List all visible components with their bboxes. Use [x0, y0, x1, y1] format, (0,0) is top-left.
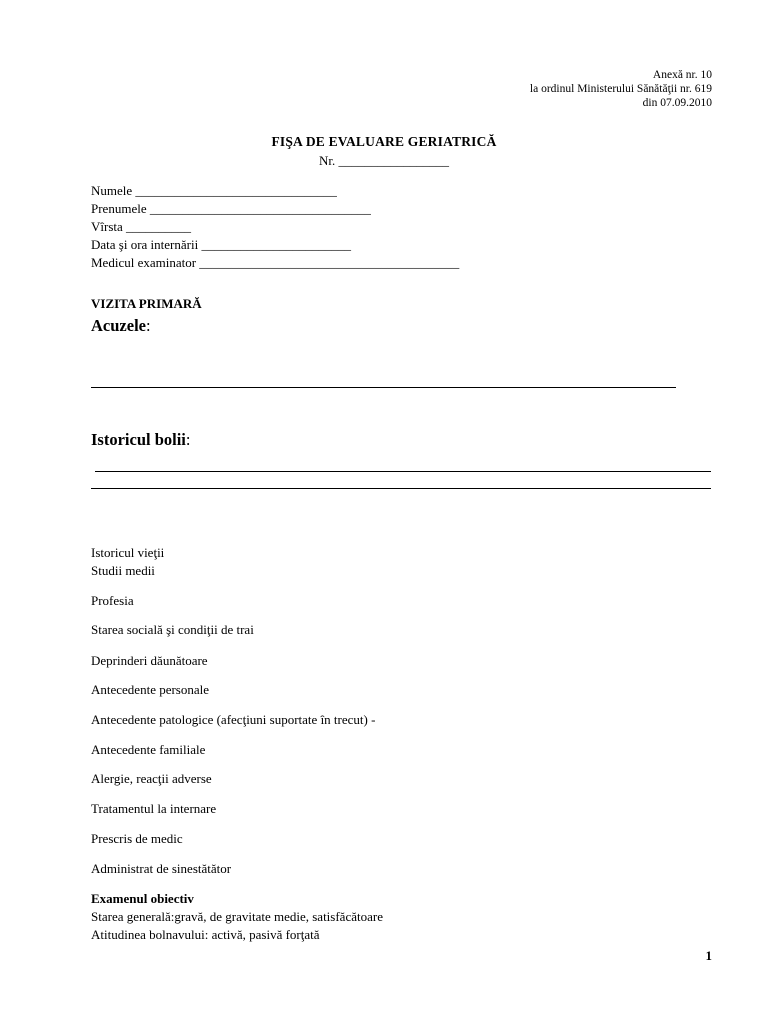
exam-atitudinea: Atitudinea bolnavului: activă, pasivă forţată	[91, 927, 320, 942]
item-starea-sociala: Starea socială şi condiţii de trai	[91, 622, 254, 637]
item-alergie: Alergie, reacţii adverse	[91, 771, 212, 786]
item-profesia: Profesia	[91, 593, 134, 608]
patient-fields	[91, 182, 459, 272]
acuzele-answer-line	[91, 387, 676, 388]
item-administrat: Administrat de sinestătător	[91, 861, 232, 876]
annex-header	[530, 68, 712, 110]
item-deprinderi-daunatoare: Deprinderi dăunătoare	[91, 653, 208, 668]
primary-visit-heading: VIZITA PRIMARĂ	[91, 296, 202, 311]
acuzele-heading	[91, 316, 151, 336]
item-istoricul-vietii: Istoricul vieţii	[91, 545, 165, 560]
annex-date: din 07.09.2010	[642, 97, 712, 109]
field-data-internarii: Data şi ora internării _______________________	[91, 237, 351, 252]
item-tratamentul-la-internare: Tratamentul la internare	[91, 801, 217, 816]
acuzele-colon: :	[145, 316, 151, 335]
annex-number: Anexă nr. 10	[652, 69, 712, 81]
annex-order: la ordinul Ministerului Sănătăţii nr. 619	[529, 83, 712, 95]
field-prenumele: Prenumele __________________________________	[91, 201, 371, 216]
acuzele-label: Acuzele	[91, 316, 146, 335]
field-numele: Numele _______________________________	[91, 183, 337, 198]
document-number: Nr. _________________	[319, 153, 449, 168]
item-antecedente-familiale: Antecedente familiale	[91, 742, 206, 757]
field-medic-examinator: Medicul examinator ________________________________________	[91, 255, 460, 270]
page-number: 1	[705, 948, 712, 963]
istoricul-bolii-colon: :	[185, 430, 191, 449]
item-prescris-de-medic: Prescris de medic	[91, 831, 183, 846]
exam-heading: Examenul obiectiv	[91, 891, 194, 906]
istoricul-bolii-line-2	[91, 488, 711, 489]
istoricul-bolii-label: Istoricul bolii	[91, 430, 186, 449]
istoricul-bolii-line-1	[95, 471, 711, 472]
field-virsta: Vîrsta __________	[91, 219, 192, 234]
item-studii-medii: Studii medii	[91, 563, 155, 578]
exam-starea-generala: Starea generală:gravă, de gravitate medie, satisfăcătoare	[91, 909, 383, 924]
istoricul-bolii-heading	[91, 430, 190, 450]
item-antecedente-patologice: Antecedente patologice (afecţiuni suportate în trecut) -	[91, 712, 376, 727]
document-title: FIŞA DE EVALUARE GERIATRICĂ	[271, 134, 497, 149]
exam-lines	[91, 908, 383, 944]
item-antecedente-personale: Antecedente personale	[91, 682, 210, 697]
